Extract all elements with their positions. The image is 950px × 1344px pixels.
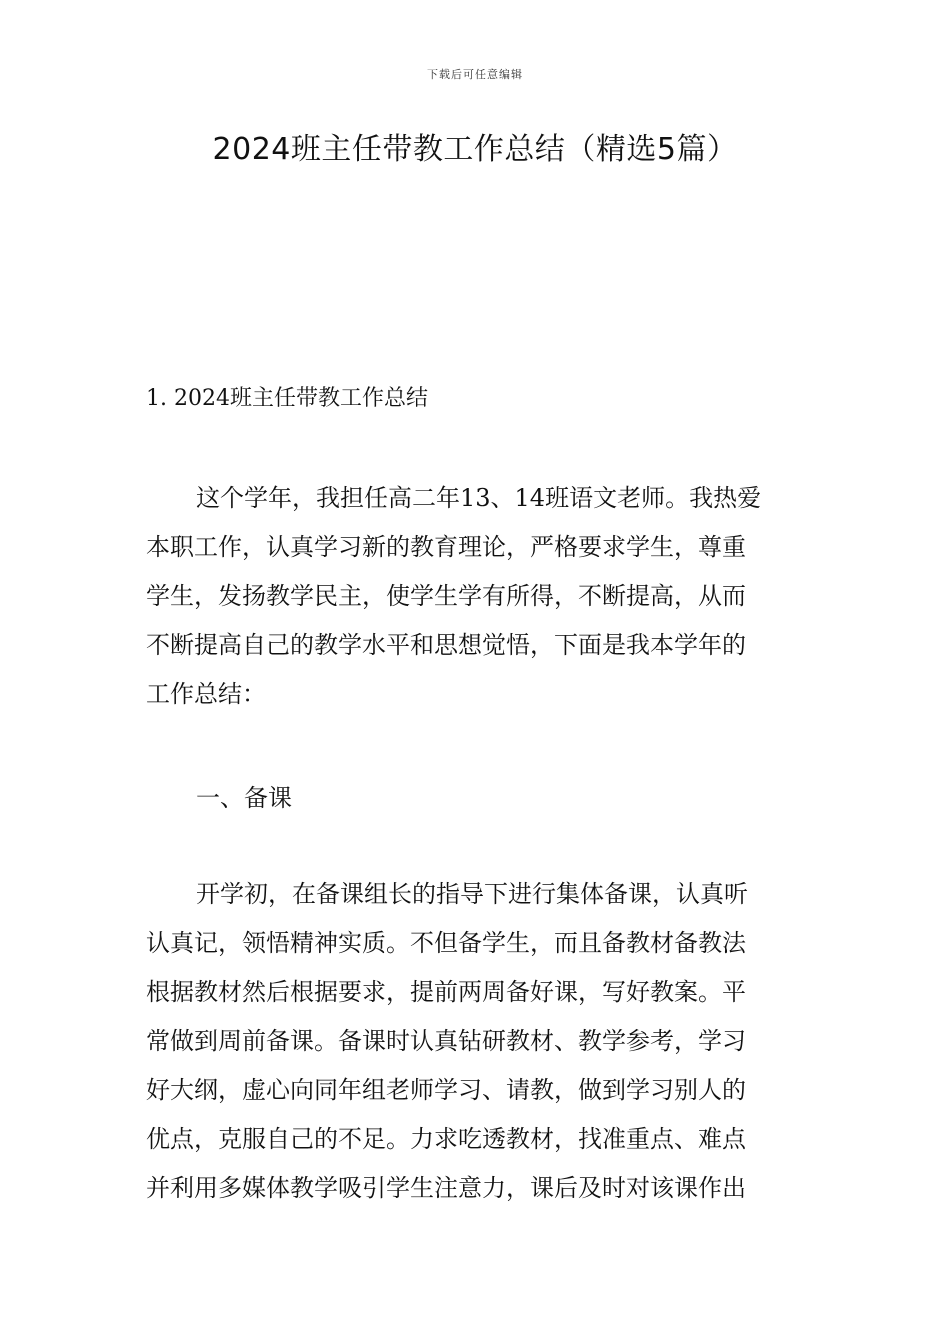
preparation-paragraph bbox=[146, 870, 806, 1213]
paragraph-line: 根据教材然后根据要求，提前两周备好课，写好教案。平 bbox=[146, 978, 746, 1006]
header-note: 下载后可任意编辑 bbox=[427, 68, 523, 81]
paragraph-line: 认真记，领悟精神实质。不但备学生，而且备教材备教法 bbox=[146, 929, 746, 957]
paragraph-line: 开学初，在备课组长的指导下进行集体备课，认真听 bbox=[196, 880, 748, 908]
paragraph-line: 不断提高自己的教学水平和思想觉悟，下面是我本学年的 bbox=[146, 631, 746, 659]
paragraph-line: 学生，发扬教学民主，使学生学有所得，不断提高，从而 bbox=[146, 582, 746, 610]
subheading bbox=[146, 774, 806, 823]
paragraph-line: 并利用多媒体教学吸引学生注意力，课后及时对该课作出 bbox=[146, 1174, 746, 1202]
paragraph-line: 好大纲，虚心向同年组老师学习、请教，做到学习别人的 bbox=[146, 1076, 746, 1104]
intro-paragraph bbox=[146, 474, 806, 719]
paragraph-line: 这个学年，我担任高二年13、14班语文老师。我热爱 bbox=[196, 484, 762, 512]
subheading-text: 一、备课 bbox=[196, 784, 292, 812]
section-title: 1. 2024班主任带教工作总结 bbox=[146, 386, 428, 411]
paragraph-line: 常做到周前备课。备课时认真钻研教材、教学参考，学习 bbox=[146, 1027, 746, 1055]
document-title: 2024班主任带教工作总结（精选5篇） bbox=[212, 132, 738, 167]
paragraph-line: 本职工作，认真学习新的教育理论，严格要求学生，尊重 bbox=[146, 533, 746, 561]
paragraph-line: 优点，克服自己的不足。力求吃透教材，找准重点、难点 bbox=[146, 1125, 746, 1153]
paragraph-line: 工作总结： bbox=[146, 680, 266, 708]
